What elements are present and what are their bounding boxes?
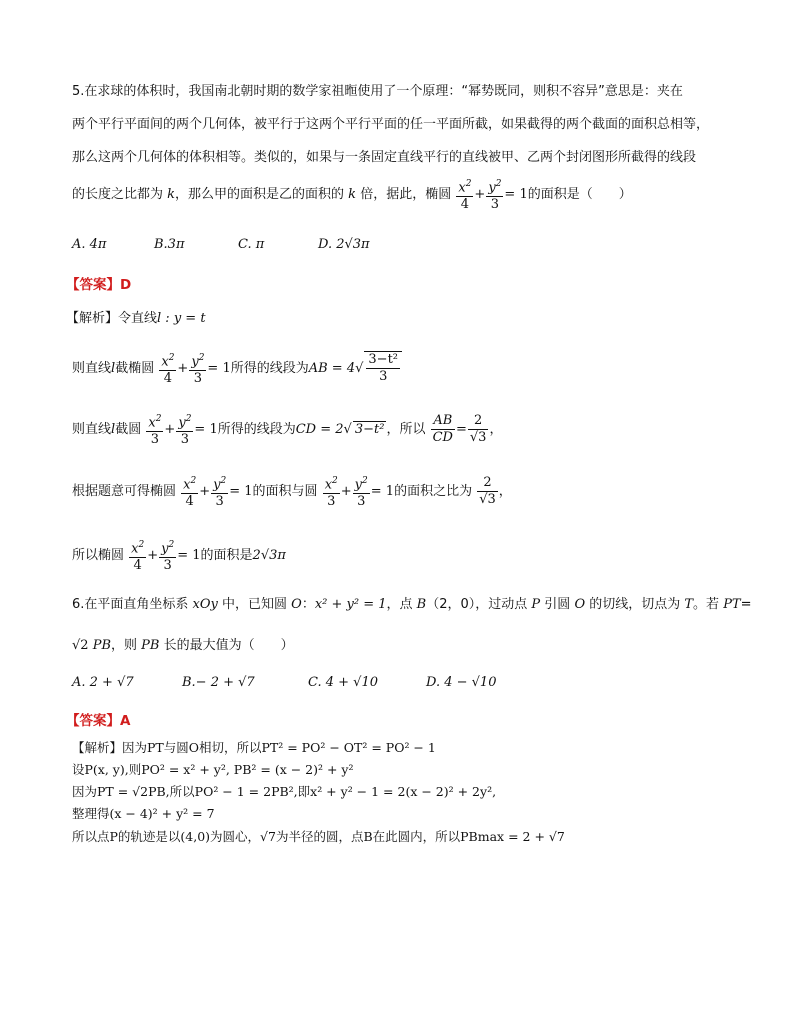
q6-option-d: D. 4 − √10	[426, 675, 497, 690]
q5-line4-text-c: 倍，据此，椭圆	[356, 187, 452, 203]
q5-text-line-1: 5.在求球的体积时，我国南北朝时期的数学家祖暅使用了一个原理：“幂势既同，则积不容异”意思是：夹在	[72, 84, 683, 99]
q5-k-var-2: k	[348, 187, 357, 203]
q5-option-c: C. π	[238, 237, 265, 252]
q5-line4-text-a: 的长度之比都为	[72, 187, 168, 203]
q5-sol3-b: 截圆	[115, 422, 142, 438]
q5-option-b: B.3π	[154, 237, 185, 252]
q5-sol3-cd: CD = 2	[295, 422, 344, 438]
q5-sol5-value: 2√3π	[252, 548, 286, 564]
q6-sqrt2: √2	[72, 638, 89, 653]
sol4-frac-y: $\frac{y^2}{3}$	[211, 473, 228, 510]
q6-l1-a: 6.在平面直角坐标系	[72, 597, 193, 612]
q6-PB: PB	[92, 638, 112, 653]
sol4-circle-frac-y: $\frac{y^2}{3}$	[353, 473, 370, 510]
q6-l1-f: 引圆	[540, 597, 575, 612]
q6-solution-line-4: 整理得(x − 4)² + y² = 7	[72, 806, 215, 821]
q6-l1-c: ：	[301, 597, 315, 612]
sol3-frac-y: $\frac{y^2}{3}$	[176, 411, 193, 448]
q5-solution-intro	[66, 307, 206, 326]
ellipse-frac-y: $\frac{y^2}{3}$	[486, 176, 503, 213]
q6-options	[72, 675, 496, 690]
q5-sol2-c: 所得的线段为	[230, 361, 309, 377]
sol5-frac-y: $\frac{y^2}{3}$	[159, 537, 176, 574]
q6-option-c: C. 4 + √10	[308, 675, 379, 690]
ellipse-frac-x: $\frac{x^2}{4}$	[456, 176, 473, 213]
q6-answer-label: 【答案】A	[66, 713, 131, 729]
q5-solution-step-5: 所以椭圆 $\frac{x^2}{4}$ + $\frac{y^2}{3}$ = 1的面积是2√3π	[72, 537, 286, 574]
sol3-radicand: 3−t²	[354, 422, 385, 438]
q5-option-a: A. 4π	[72, 237, 107, 252]
q5-solution-step-2: 则直线l截椭圆 $\frac{x^2}{4}$ + $\frac{y^2}{3}$ = 1所得的线段为AB = 4√ $\frac{\text{3−t²}}{3}$	[72, 350, 402, 387]
sol5-frac-x: $\frac{x^2}{4}$	[129, 537, 146, 574]
q5-line-def: l : y = t	[157, 311, 206, 326]
sol3-ratio-value: $\frac{2}{√3}$	[469, 413, 487, 446]
q5-text-line-4: 的长度之比都为 k，那么甲的面积是乙的面积的 k 倍，据此，椭圆 $\frac{x^2}{4}$ + $\frac{y^2}{3}$ = 1的面积是（ ）	[72, 176, 632, 213]
q5-option-d: D. 2√3π	[318, 237, 370, 252]
q6-text-line-2	[72, 634, 294, 653]
sol2-frac-y: $\frac{y^2}{3}$	[189, 350, 206, 387]
sol4-circle-frac-x: $\frac{x^2}{3}$	[323, 473, 340, 510]
q6-l1-d: ，点	[386, 597, 417, 612]
q6-option-b: B.− 2 + √7	[182, 675, 255, 690]
q5-sol3-a: 则直线	[72, 422, 112, 438]
q6-solution-line-5: 所以点P的轨迹是以(4,0)为圆心，√7为半径的圆，点B在此圆内，所以PBmax = 2 + √7	[72, 829, 565, 844]
q5-k-var: k	[167, 187, 176, 203]
q6-circle-eq: x² + y² = 1	[314, 597, 387, 612]
q6-B: B	[416, 597, 427, 612]
q6-l1-i: =	[740, 597, 752, 612]
q6-l1-h: 。若	[693, 597, 724, 612]
q5-sol4-c: 的面积之比为	[394, 484, 473, 500]
sol2-frac-x: $\frac{x^2}{4}$	[159, 350, 176, 387]
q5-line4-text-b: ，那么甲的面积是乙的面积的	[175, 187, 349, 203]
q5-sol3-c: 所得的线段为	[217, 422, 296, 438]
q5-text-line-3: 那么这两个几何体的体积相等。类似的，如果与一条固定直线平行的直线被甲、乙两个封闭图形所截得的线段	[72, 150, 697, 165]
q5-sol5-b: 的面积是	[200, 548, 253, 564]
q5-sol-label: 【解析】令直线	[66, 311, 158, 326]
q5-solution-step-3: 则直线l截圆 $\frac{x^2}{3}$ + $\frac{y^2}{3}$ = 1所得的线段为CD = 2√ 3−t² ，所以 $\frac{AB}{CD}$ = $\frac{2}{√3}$ ，	[72, 411, 502, 448]
q5-sol2-b: 截椭圆	[115, 361, 155, 377]
sol4-ratio-value: $\frac{2}{√3}$	[479, 475, 496, 508]
q6-option-a: A. 2 + √7	[72, 675, 134, 690]
q5-sol3-l: l	[111, 422, 116, 438]
sol4-frac-x: $\frac{x^2}{4}$	[181, 473, 198, 510]
q6-l1-e: （2，0），过动点	[426, 597, 532, 612]
q6-l1-g: 的切线，切点为	[585, 597, 685, 612]
q6-P: P	[531, 597, 541, 612]
q6-O2: O	[574, 597, 586, 612]
q6-text-line-1	[72, 593, 752, 612]
q6-l1-b: 中，已知圆	[217, 597, 292, 612]
q5-eq-one: = 1	[504, 187, 528, 203]
q6-solution-line-1: 【解析】因为PT与圆O相切，所以PT² = PO² − OT² = PO² − 1	[72, 740, 436, 755]
q6-PT: PT	[723, 597, 741, 612]
sol3-ratio: $\frac{AB}{CD}$	[432, 413, 453, 446]
q5-answer-label: 【答案】D	[66, 277, 132, 293]
sol3-frac-x: $\frac{x^2}{3}$	[146, 411, 163, 448]
q5-sol2-l: l	[111, 361, 116, 377]
q5-options	[72, 237, 370, 252]
q5-sol2-ab: AB = 4	[308, 361, 356, 377]
q6-l2-a: ，则	[111, 638, 142, 653]
q6-solution-line-2: 设P(x, y),则PO² = x² + y², PB² = (x − 2)² + y²	[72, 762, 354, 777]
sol2-radicand: $\frac{\text{3−t²}}{3}$	[368, 352, 399, 385]
q6-O: O	[291, 597, 302, 612]
q6-solution-line-3: 因为PT = √2PB,所以PO² − 1 = 2PB²,即x² + y² − 1 = 2(x − 2)² + 2y²,	[72, 784, 497, 799]
q5-line4-text-d: 的面积是（ ）	[527, 187, 632, 203]
q6-T: T	[684, 597, 694, 612]
q5-sol4-a: 根据题意可得椭圆	[72, 484, 177, 500]
q6-xoy: xOy	[192, 597, 218, 612]
q5-sol4-b: 的面积与圆	[252, 484, 318, 500]
q6-PB-2: PB	[141, 638, 160, 653]
q6-l2-b: 长的最大值为（ ）	[159, 638, 294, 653]
q5-sol5-a: 所以椭圆	[72, 548, 125, 564]
q5-text-line-2: 两个平行平面间的两个几何体，被平行于这两个平行平面的任一平面所截，如果截得的两个截面的面积总相等，	[72, 117, 710, 132]
q5-solution-step-4: 根据题意可得椭圆 $\frac{x^2}{4}$ + $\frac{y^2}{3}$ = 1的面积与圆 $\frac{x^2}{3}$ + $\frac{y^2}{3}$ = 1的面积之比为 $\frac{2}{√3}$ ，	[72, 473, 512, 510]
q5-sol3-d: ，所以	[386, 422, 426, 438]
q5-sol2-a: 则直线	[72, 361, 112, 377]
